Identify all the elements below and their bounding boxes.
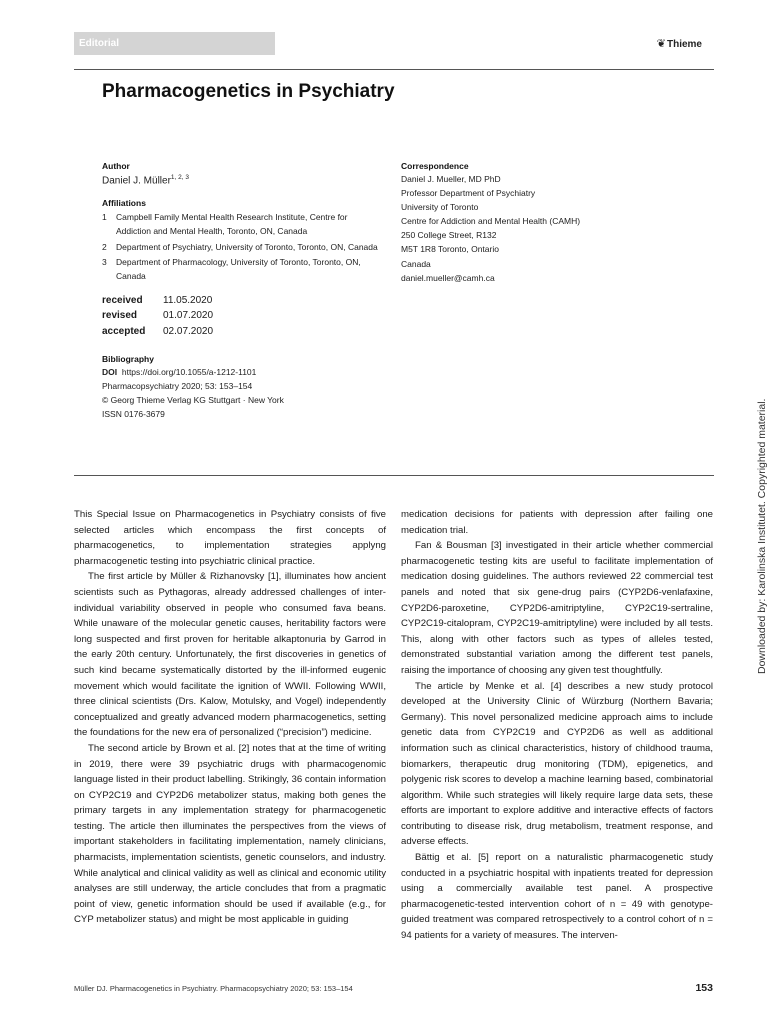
- body-paragraph: The first article by Müller & Rizhanovsky [1], illuminates how ancient scientists such as Pythagoras, already addressed challenges of inter-individual variability observed in people who consumed fava beans. While unaware of the molecular genetic causes, heritability factors were long suspected and first proven for heritable alkaptonuria by Garrod in the early 20th century. Unfortunately, the first discoveries in genetics of such kind became systematically distorted by the ill-informed eugenic movement which would facilitate the ignition of WWII. Following WWII, three clinical scientists (Drs. Kalow, Motulsky, and Vogel) independently conceptualized and greatly advanced modern pharmacogenetics, setting the foundations for the new era of personalized (“precision”) medicine.: [74, 571, 386, 739]
- header-divider: [74, 69, 714, 70]
- correspondence-line: 250 College Street, R132: [401, 230, 497, 241]
- correspondence-line: Canada: [401, 258, 431, 269]
- download-watermark: Downloaded by: Karolinska Institutet. Copyrighted material.: [756, 398, 768, 674]
- affiliation-number: 2: [102, 241, 107, 252]
- publisher-brand: [657, 37, 702, 50]
- correspondence-email[interactable]: daniel.mueller@camh.ca: [401, 272, 495, 283]
- date-row: [102, 308, 402, 324]
- date-label: received: [102, 294, 143, 306]
- page-number: 153: [695, 982, 713, 994]
- doi-link[interactable]: https://doi.org/10.1055/a-1212-1101: [121, 366, 257, 377]
- bibliography-label: Bibliography: [102, 353, 154, 364]
- copyright-line: © Georg Thieme Verlag KG Stuttgart · New York: [102, 394, 284, 405]
- body-column-right: [401, 507, 713, 944]
- date-row: [102, 293, 402, 309]
- section-label: Editorial: [74, 32, 275, 55]
- affiliations-label: Affiliations: [102, 198, 146, 209]
- body-paragraph: medication decisions for patients with depression after failing one medication trial.: [401, 509, 713, 536]
- journal-reference: Pharmacopsychiatry 2020; 53: 153–154: [102, 380, 253, 391]
- date-row: [102, 324, 402, 340]
- article-title: Pharmacogenetics in Psychiatry: [102, 81, 395, 102]
- body-paragraph: The second article by Brown et al. [2] notes that at the time of writing in 2019, there were 39 psychiatric drugs with pharmacogenomic language listed in their product labelling. Strikingly, 36 contain information on CYP2C19 and CYP2D6 metabolizer status, making both genes the primary targets in any implementation strategy for pharmacogenetic testing. The article then illuminates the perspectives from the views of important stakeholders in facilitating implementation, namely clinicians, pharmacists, implementation scientists, genetic counselors, and industry. While analytical and clinical validity as well as clinical and economic utility analyses are still underway, the article concludes that from a pragmatic point of view, genetic information should be used if available (e.g., for CYP metabolizer status) and might be most applicable in guiding: [74, 742, 386, 926]
- doi-line: [102, 365, 402, 379]
- publisher-name: Thieme: [666, 39, 702, 50]
- affiliation-text: Department of Pharmacology, University of Toronto, Toronto, ON, Canada: [116, 256, 361, 281]
- doi-label: DOI: [102, 366, 118, 377]
- author-name: [102, 174, 402, 186]
- body-paragraph: The article by Menke et al. [4] describes a new study protocol developed at the University Clinic of Würzburg (Northern Bavaria; Germany). This novel personalized medicine approach aims to include genetic data from CYP2C19 and CYP2D6 as well as additional information such as clinical characteristics, history of childhood trauma, biomarkers, therapeutic drug monitoring (TDM), epigenetics, and polygenic risk scores to develop a machine learning based, combinatorial algorithm. While such strategies will likely require large data sets, these efforts are important to explore additive and interactive effects of factors contributing to disease risk, drug metabolism, treatment response, and adverse effects.: [401, 680, 713, 848]
- issn-line: ISSN 0176-3679: [102, 408, 165, 419]
- author-info-block: [102, 161, 402, 421]
- correspondence-lines: [401, 172, 701, 285]
- affiliation-item: [102, 240, 402, 254]
- correspondence-line: University of Toronto: [401, 202, 479, 213]
- correspondence-label: Correspondence: [401, 161, 469, 171]
- affiliation-text: Department of Psychiatry, University of Toronto, Toronto, ON, Canada: [116, 241, 378, 252]
- date-value: 02.07.2020: [163, 325, 214, 337]
- correspondence-line: Professor Department of Psychiatry: [401, 188, 536, 199]
- author-name-text: Daniel J. Müller: [102, 175, 171, 187]
- article-dates: [102, 293, 402, 340]
- body-paragraph: This Special Issue on Pharmacogenetics in Psychiatry consists of five selected articles which encompass the first concepts of pharmacogenetics, to implementation strategies applyng pharmacogenetic testing into psychiatric clinical practice.: [74, 509, 386, 567]
- correspondence-line: Daniel J. Mueller, MD PhD: [401, 174, 501, 184]
- affiliation-number: 1: [102, 212, 107, 223]
- body-paragraph: Bättig et al. [5] report on a naturalistic pharmacogenetic study conducted in a psychiatric hospital with inpatients treated for depression using a commercially available test panel. A prospective pharmacogenetic-tested intervention cohort of n = 49 with genotype-guided treatment was compared retrospectively to a control cohort of n = 94 patients for a variety of measures. The interven-: [401, 852, 713, 942]
- correspondence-line: Centre for Addiction and Mental Health (CAMH): [401, 216, 581, 227]
- date-label: revised: [102, 310, 138, 322]
- footer-citation: Müller DJ. Pharmacogenetics in Psychiatry. Pharmacopsychiatry 2020; 53: 153–154: [74, 984, 353, 993]
- affiliation-number: 3: [102, 256, 107, 267]
- correspondence-block: [401, 161, 701, 285]
- correspondence-line: M5T 1R8 Toronto, Ontario: [401, 244, 499, 255]
- section-divider: [74, 475, 714, 476]
- author-affiliation-refs: 1, 2, 3: [170, 174, 189, 181]
- date-value: 11.05.2020: [163, 294, 213, 306]
- date-value: 01.07.2020: [163, 310, 214, 322]
- affiliation-item: [102, 210, 402, 238]
- author-label: Author: [102, 161, 130, 171]
- affiliation-text: Campbell Family Mental Health Research Institute, Centre for Addiction and Mental Health, Toronto, ON, Canada: [116, 212, 348, 237]
- thieme-logo-icon: ❦: [656, 38, 666, 50]
- affiliation-item: [102, 255, 402, 283]
- date-label: accepted: [102, 325, 146, 337]
- bibliography-block: [102, 354, 402, 421]
- body-column-left: [74, 507, 386, 928]
- body-paragraph: Fan & Bousman [3] investigated in their article whether commercial pharmacogenetic testing kits are useful to facilitate implementation of medication dosing guidelines. The authors reviewed 22 commercial test panels and noted that six gene-drug pairs (CYP2D6-venlafaxine, CYP2D6-paroxetine, CYP2D6-amitriptyline, CYP2C19-sertraline, CYP2C19-citalopram, CYP2C19-amitriptyline) were included by all tests. This, along with other factors such as types of alleles tested, demonstrated substantial variation among the different test panels, raising the importance of choosing any given test thoughtfully.: [401, 540, 713, 676]
- affiliations-list: [102, 210, 402, 282]
